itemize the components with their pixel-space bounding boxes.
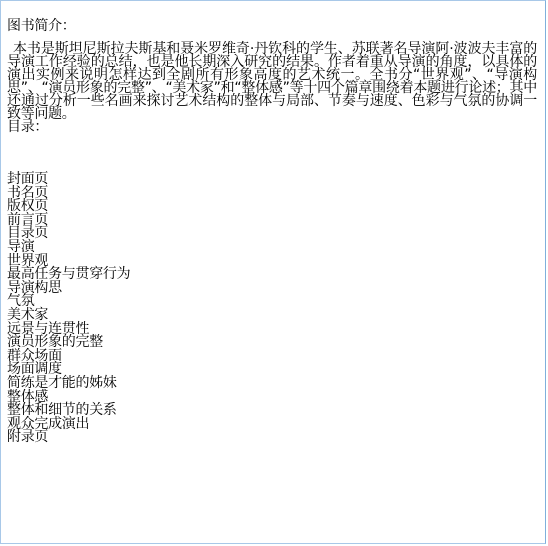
toc-item: 整体感 — [7, 388, 49, 405]
toc-list — [7, 173, 537, 445]
toc-item: 导演构思 — [7, 279, 62, 296]
toc-title: 目录： — [7, 119, 49, 135]
toc-spacer — [7, 134, 537, 173]
toc-item: 书名页 — [7, 184, 49, 201]
toc-item: 封面页 — [7, 171, 49, 187]
document-content — [7, 20, 537, 445]
toc-item: 目录页 — [7, 225, 49, 242]
toc-item: 简练是才能的姊妹 — [7, 374, 117, 391]
toc-item: 气氛 — [7, 293, 35, 310]
toc-item: 场面调度 — [7, 361, 62, 378]
toc-item: 版权页 — [7, 198, 49, 215]
toc-item: 群众场面 — [7, 347, 62, 364]
toc-item: 世界观 — [7, 252, 49, 269]
toc-item: 美术家 — [7, 306, 49, 323]
intro-heading: 图书简介： — [7, 18, 76, 34]
intro-body: 本书是斯坦尼斯拉夫斯基和聂米罗维奇·丹钦科的学生、苏联著名导演阿·波波夫丰富的导演工作经验的总结，也是他长期深入研究的结果。作者着重从导演的角度，以具体的演出实例来说明怎样达到全剧所有形象高度的艺术统一。全书分“世界观”、“导演构思”、“演员形象的完整”、“美术家”和“整体感”等十四个篇章围绕着本题进行论述；其中还通过分析一些名画来探讨艺术结构的整体与局部、节奏与速度、色彩与气氛的协调一致等问题。 — [7, 41, 537, 122]
toc-item: 前言页 — [7, 211, 49, 228]
toc-item: 最高任务与贯穿行为 — [7, 266, 131, 283]
toc-item: 观众完成演出 — [7, 415, 90, 432]
toc-item: 远景与连贯性 — [7, 320, 90, 337]
toc-item: 导演 — [7, 238, 35, 255]
toc-item: 演员形象的完整 — [7, 334, 103, 351]
toc-item: 附录页 — [7, 429, 49, 446]
toc-item: 整体和细节的关系 — [7, 402, 117, 419]
